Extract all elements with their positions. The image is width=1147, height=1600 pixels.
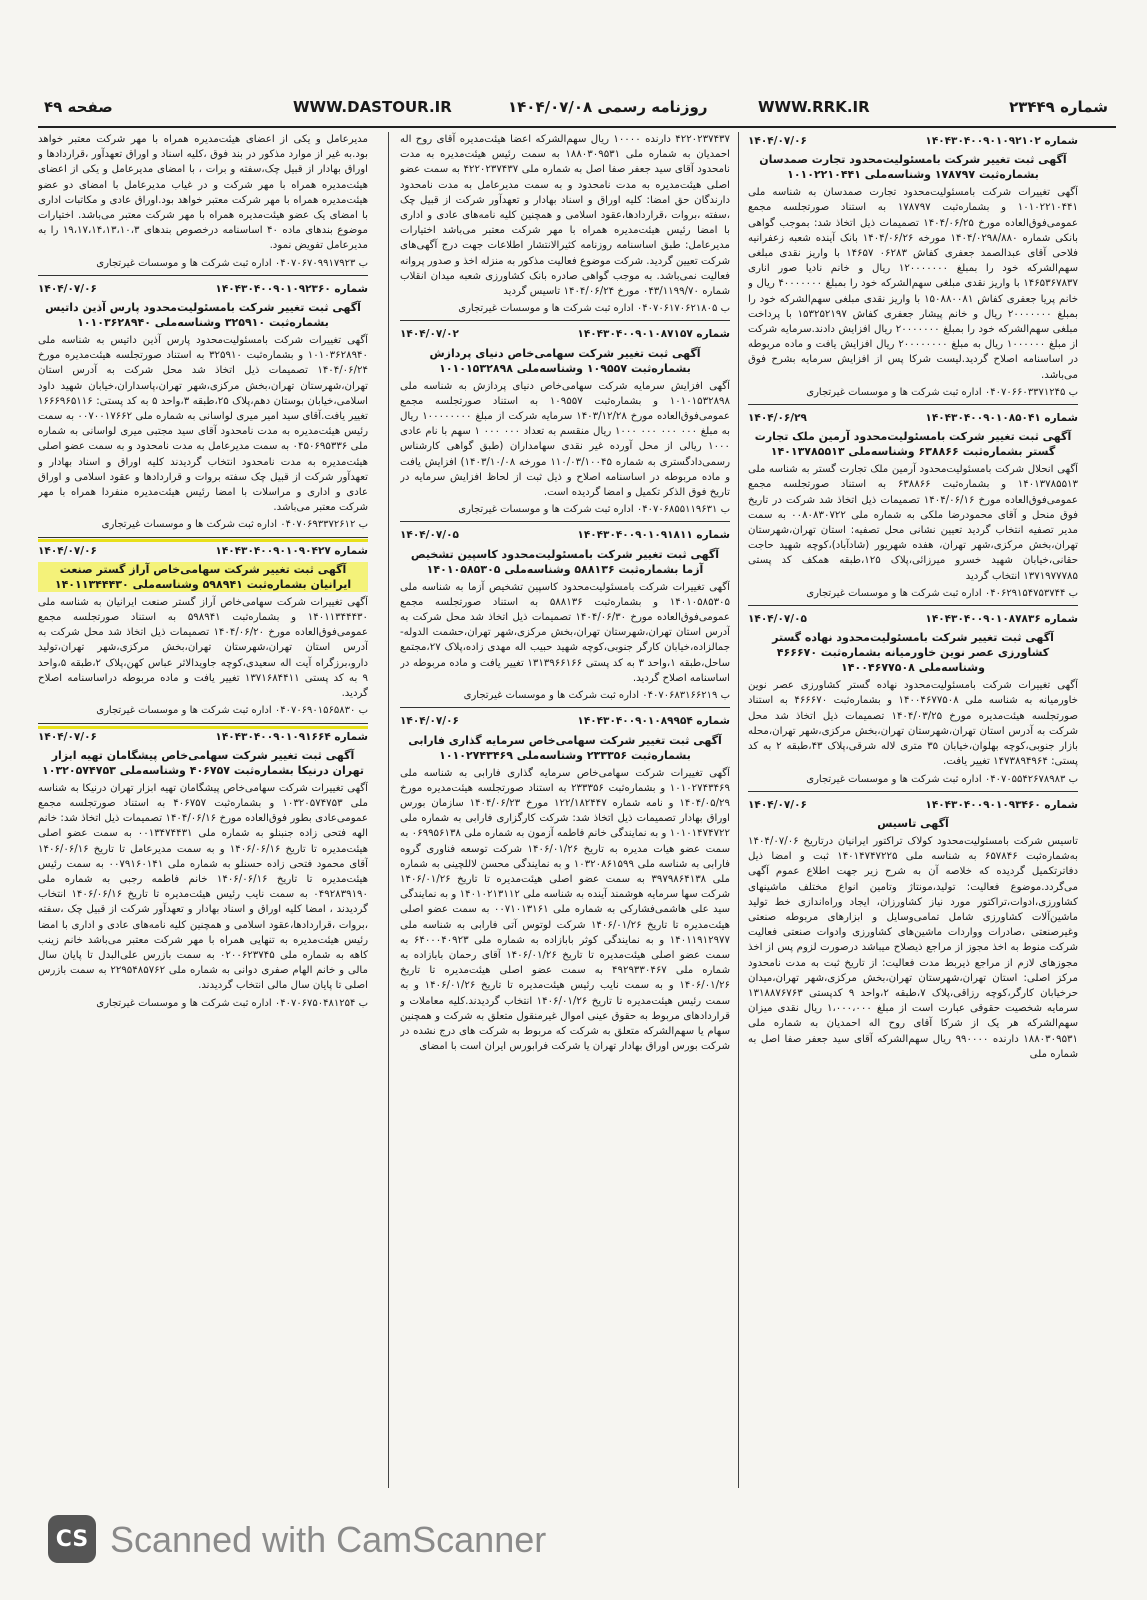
notice-body: آگهی تغییرات شرکت بامسئولیت‌محدود پارس آذین داتیس به شناسه ملی ۱۰۱۰۳۶۲۸۹۴۰ و بشماره‌ثبت ۳۲۵۹۱۰ به استناد صورتجلسه هیئت‌مدیره مورخ ۱۴۰۴/۰۶/۲۴ تصمیمات ذیل اتخاذ شد محل شرکت به آدرس استان تهران،شهرستان تهران،بخش مرکزی،شهر تهران،پاسداران،خیابان شهید داود اسلامی،خیابان بوستان دهم،پلاک ۲۵،طبقه ۳،واحد ۵ به کد پستی: ۱۶۶۶۹۶۵۱۱۶ تغییر یافت.آقای سید امیر میری لواسانی به شماره ملی ۰۰۷۰۰۱۷۶۶۲ به سمت رئیس هیئت‌مدیره به مدت نامحدود آقای سید مجتبی میری لواسانی به شماره ملی ۰۴۵۰۶۹۵۳۳۶ به سمت مدیرعامل به مدت نامحدود و به سمت عضو اصلی هیئت‌مدیره به مدت نامحدود انتخاب گردیدند کلیه اوراق و اسناد بهادار و تعهدآور شرکت از قبیل چک سفته بروات و قراردادها و عقود اسلامی و اوراق عادی و اداری و مراسلات با امضا رئیس هیئت‌مدیره منفردا همراه با مهر شرکت معتبر می‌باشد. — [38, 335, 368, 514]
notice-block — [400, 714, 730, 1058]
notice-block — [38, 730, 368, 1015]
notice-body: مدیرعامل و یکی از اعضای هیئت‌مدیره همراه با مهر شرکت معتبر خواهد بود.به غیر از موارد مذکور در بند فوق ،کلیه اسناد و اوراق تعهدآور ،قراردادها و اوراق بهادار از قبیل چک،سفته و برات ، با امضای مدیرعامل و یکی از اعضای هیئت‌مدیره همراه با مهر شرکت و در غیاب مدیرعامل با امضای دو عضو هیئت‌مدیره همراه با مهر شرکت معتبر خواهد بود.اوراق عادی و مکاتبات اداری با امضای یک عضو هیئت‌مدیره همراه با مهر شرکت معتبر می‌باشد. اختیارات موضوع بندهای ماده ۴۰ اساسنامه درخصوص بندهای ۱۹،۱۷،۱۴،۱۳،۱۰،۳ را به مدیرعامل تفویض نمود. — [38, 134, 368, 252]
notice-meta — [38, 282, 368, 297]
notice-title: آگهی ثبت تغییر شرکت بامسئولیت‌محدود نهاده گستر کشاورزی عصر نوین خاورمیانه بشماره‌ثبت ۴۶۶۶۷۰ وشناسه‌ملی ۱۴۰۰۴۶۷۷۵۰۸ — [772, 631, 1054, 675]
columns-container — [38, 132, 1116, 1488]
notice-date: ۱۴۰۴/۰۶/۲۹ — [748, 412, 807, 425]
notice-date: ۱۴۰۴/۰۷/۰۶ — [400, 715, 459, 728]
notice-title: آگهی ثبت تغییر شرکت بامسئولیت‌محدود تجارت صمدسان بشماره‌ثبت ۱۷۸۷۹۷ وشناسه‌ملی ۱۰۱۰۲۲۱۰۴۴۱ — [759, 153, 1067, 182]
page-number: صفحه ۴۹ — [44, 98, 113, 116]
notice-meta — [38, 544, 368, 559]
issue-number: شماره ۲۳۴۴۹ — [1009, 98, 1108, 116]
scanner-watermark: Scanned with CamScanner — [110, 1519, 547, 1560]
notice-signature: ب ۰۴۰۷۰۶۹۰۱۵۶۵۸۳۰ اداره ثبت شرکت ها و موسسات غیرتجاری — [96, 705, 368, 717]
notice-body: تاسیس شرکت بامسئولیت‌محدود کولاک تراکتور ایرانیان درتاریخ ۱۴۰۴/۰۷/۰۶ به‌شماره‌ثبت ۶۵۷۸۴۶ به شناسه ملی ۱۴۰۱۴۷۴۷۲۲۵ ثبت و امضا ذیل دفاترتکمیل گردیده که خلاصه آن به شرح زیر جهت اطلاع عموم آگهی می‌گردد.موضوع فعالیت: تولید،مونتاژ وتامین انواع مختلف ماشینهای کشاورزی،ادوات،تراکتور مورد نیاز کشاورزان، ایجاد وراه‌اندازی خط تولید ماشین‌آلات کشاورزی شامل تمامی‌وسایل و ابزارهای مربوطه صنعتی وغیرصنعتی ،صادرات وواردات ماشین‌های کشاورزی وادوات صنعتی فعالیت شرکت منوط به اخذ مجوز از مراجع ذیصلاح میباشد درصورت لزوم پس از اخذ مجوزهای لازم از مراجع ذیربط مدت فعالیت: از تاریخ ثبت به مدت نامحدود مرکز اصلی: استان تهران،شهرستان تهران،بخش مرکزی،شهر تهران،میدان حرخیابان کارگر،کوچه رزاقی،پلاک ۷،طبقه ۲،واحد ۹ کدپستی ۱۳۱۸۸۷۶۷۶۳ سرمایه شخصیت حقوقی عبارت است از مبلغ ۱،۰۰۰،۰۰۰ ریال نقدی میزان سهم‌الشرکه هر یک از شرکا آقای روح اله احمدیان به شماره ملی ۱۸۸۰۳۰۹۵۳۱ دارنده ۹۹۰۰۰۰ ریال سهم‌الشرکه آقای سید جعفر صفا اصل به شماره ملی — [748, 835, 1078, 1060]
notice-block — [748, 798, 1078, 1066]
notice-number: شماره ۱۴۰۴۳۰۴۰۰۹۰۱۰۹۲۳۶۰ — [215, 282, 368, 295]
site-link-rrk[interactable]: WWW.RRK.IR — [758, 98, 870, 116]
notice-body: آگهی تغییرات شرکت بامسئولیت‌محدود تجارت صمدسان به شناسه ملی ۱۰۱۰۲۲۱۰۴۴۱ و بشماره‌ثبت ۱۷۸۷۹۷ به استناد صورتجلسه مجمع عمومی‌فوق‌العاده مورخ ۱۴۰۴/۰۶/۲۵ تصمیمات ذیل اتخاذ شد: بموجب گواهی بانکی شماره ۱۴۰۴/۰۲۹۸/۸۸۰ مورخه ۱۴۰۴/۰۶/۲۶ بانک آینده شعبه زعفرانیه فلاحی آقای عبدالصمد جعفری کفاش ۰۶۲۸۳ ۱۴۶۵۷ با واریز نقدی مبلغی سهم‌الشرکه خود را بمبلغ ۱۲۰۰۰۰۰۰۰ ریال و خانم نادیا صور اناری ۱۴۶۵۳۶۷۸۳۷ با واریز نقدی مبلغی سهم‌الشرکه خود را بمبلغ ۴۰۰۰۰۰۰۰ ریال و خانم پریا جعفری کفاش ۱۵۰۸۸۰۰۸۱ با واریز نقدی مبلغی سهم‌الشرکه خود را بمبلغ ۲۰۰۰۰۰۰۰ ریال و خانم پیشار جعفری کفاش ۱۵۳۲۵۲۱۹۷ با پرداخت مبلغی سهم‌الشرکه خود را بمبلغ ۲۰۰۰۰۰۰۰ ریال افزایش دادند.سرمایه شرکت از مبلغ ۱۰۰۰۰۰۰ ریال به مبلغ ۲۰۰۰۰۰۰۰۰ ریال افزایش یافت و ماده مربوطه در اساسنامه اصلاح گردید.لیست شرکا پس از افزایش سرمایه بشرح فوق می‌باشد. — [748, 187, 1078, 381]
notice-title: آگهی ثبت تغییر شرکت بامسئولیت‌محدود پارس آذین داتیس بشماره‌ثبت ۳۲۵۹۱۰ وشناسه‌ملی ۱۰۱۰۳۶۲۸۹۴۰ — [45, 301, 361, 330]
newspaper-page — [38, 88, 1116, 1488]
notice-signature: ب ۰۴۰۷۰۶۶۰۳۳۷۱۲۴۵ اداره ثبت شرکت ها و موسسات غیرتجاری — [806, 386, 1078, 398]
notice-date: ۱۴۰۴/۰۷/۰۶ — [748, 135, 807, 147]
notice-body: آگهی انحلال شرکت بامسئولیت‌محدود آرمین ملک تجارت گستر به شناسه ملی ۱۴۰۱۳۷۸۵۵۱۳ و بشماره‌ثبت ۶۳۸۸۶۶ به استناد صورتجلسه مجمع عمومی‌فوق‌العاده مورخ ۱۴۰۴/۰۶/۱۶ تصمیمات ذیل اتخاذ شد شرکت در تاریخ فوق منحل و آقای محمودرضا ملکی به شماره ملی ۰۰۸۰۸۳۰۷۲۲ به سمت مدیر تصفیه انتخاب گردید تعیین نشانی محل تصفیه: استان تهران،شهرستان تهران،بخش مرکزی،شهر تهران، هفده شهریور (شادآباد)،کوچه شهید حاجت حقانی،خیابان شهید خسرو میرزائی،پلاک ۱۲۵،طبقه همکف کد پستی ۱۳۷۱۹۷۷۷۸۵ انتخاب گردید — [748, 464, 1078, 582]
notice-title: آگهی ثبت تغییر شرکت بامسئولیت‌محدود آرمین ملک تجارت گستر بشماره‌ثبت ۶۳۸۸۶۶ وشناسه‌ملی ۱۴۰۱۳۷۸۵۵۱۳ — [754, 430, 1072, 459]
notice-meta — [748, 411, 1078, 426]
notice-body: آگهی تغییرات شرکت سهامی‌خاص سرمایه گذاری فارابی به شناسه ملی ۱۰۱۰۲۷۴۳۴۶۹ و بشماره‌ثبت ۲۳۳۳۵۶ به استناد صورتجلسه هیئت‌مدیره مورخ ۱۴۰۴/۰۵/۲۹ و نامه شماره ۱۲۲/۱۸۲۴۴۷ مورخ ۱۴۰۴/۰۶/۲۳ سازمان بورس اوراق بهادار تصمیمات ذیل اتخاذ شد: شرکت کارگزاری فارابی به شماره ملی ۱۰۱۰۱۴۷۴۷۲۲ و به نمایندگی خانم فاطمه آزمون به شماره ملی ۰۶۹۹۵۶۱۳۸ به سمت عضو هیات مدیره به تاریخ ۱۴۰۶/۰۱/۲۶ شرکت توسعه فناوری گروه فارابی به شناسه ملی ۱۰۳۲۰۸۶۱۵۹۹ و به نمایندگی محسن لاللچینی به شماره ملی ۳۹۷۹۸۶۴۱۳۸ به سمت عضو اصلی هیئت‌مدیره تا تاریخ ۱۴۰۶/۰۱/۲۶ شرکت سها سرمایه هوشمند آینده به شناسه ملی ۱۴۰۱۰۲۱۳۱۱۲ و به نمایندگی سید علی هاشمی‌فشارکی به شماره ملی ۰۰۷۱۰۱۳۱۶۱ به سمت عضو اصلی هیئت‌مدیره تا تاریخ ۱۴۰۶/۰۱/۲۶ شرکت لوتوس آتی فارابی به شناسه ملی ۱۴۰۱۱۹۱۲۹۷۷ و به نمایندگی کوثر بابازاده به شماره ملی ۶۴۰۰۰۴۰۹۲۳ به سمت عضو اصلی هیئت‌مدیره تا تاریخ ۱۴۰۶/۰۱/۲۶ آقای رحمان بابازاده به شماره ملی ۴۹۲۹۳۳۰۴۶۷ به سمت عضو اصلی هیئت‌مدیره تا تاریخ ۱۴۰۶/۰۱/۲۶ و به سمت نایب رئیس هیئت‌مدیره تا تاریخ ۱۴۰۶/۰۱/۲۶ و به سمت رئیس هیئت‌مدیره تا تاریخ ۱۴۰۶/۰۱/۲۶ انتخاب گردیدند.کلیه معاملات و قراردادهای مربوط به حقوق عینی اموال غیرمنقول متعلق به شرکت و همچنین سهام یا سهم‌الشرکه متعلق به شرکت که مربوط به شرکت های درج نشده در شرکت بورس اوراق بهادار تهران یا شرکت فرابورس ایران است با امضای — [400, 767, 730, 1053]
notice-block — [748, 411, 1078, 606]
notice-number: شماره ۱۴۰۴۳۰۴۰۰۹۰۱۰۹۲۱۰۲ — [925, 135, 1078, 147]
notice-body: آگهی تغییرات شرکت بامسئولیت‌محدود نهاده گستر کشاورزی عصر نوین خاورمیانه به شناسه ملی ۱۴۰۰۴۶۷۷۵۰۸ و بشماره‌ثبت ۴۶۶۶۷۰ به استناد صورتجلسه هیئت‌مدیره مورخ ۱۴۰۴/۰۳/۲۵ تصمیمات ذیل اتخاذ شد محل شرکت به آدرس استان تهران،شهرستان تهران،بخش مرکزی،شهر تهران،محله بازار جنوبی،کوچه بهلوان،خیابان ۳۵ متری لاله شرقی،پلاک ۴۳،طبقه ۲ به کد پستی: ۱۴۷۳۸۹۴۹۶۴ تغییر یافت. — [748, 680, 1078, 768]
notice-block — [748, 134, 1078, 405]
notice-number: شماره ۱۴۰۴۳۰۴۰۰۹۰۱۰۸۹۹۵۴ — [577, 715, 730, 728]
notice-block — [400, 132, 730, 321]
column-divider — [738, 132, 739, 1488]
notice-block — [400, 327, 730, 522]
page-header — [38, 88, 1116, 126]
notice-number: شماره ۱۴۰۴۳۰۴۰۰۹۰۱۰۸۷۸۳۶ — [925, 613, 1078, 626]
notice-signature: ب ۰۴۰۷۰۵۵۴۲۶۷۸۹۸۳ اداره ثبت شرکت ها و موسسات غیرتجاری — [806, 773, 1078, 785]
notice-meta — [400, 327, 730, 342]
notice-date: ۱۴۰۴/۰۷/۰۶ — [38, 730, 97, 743]
notice-title: آگهی ثبت تغییر شرکت بامسئولیت‌محدود کاسپین تشخیص آزما بشماره‌ثبت ۵۸۸۱۳۶ وشناسه‌ملی ۱۴۰۱۰۵۸۵۳۰۵ — [410, 547, 720, 576]
notice-number: شماره ۱۴۰۴۳۰۴۰۰۹۰۱۰۹۱۶۶۴ — [215, 730, 368, 743]
header-divider — [38, 126, 1116, 128]
notice-date: ۱۴۰۴/۰۷/۰۶ — [38, 282, 97, 295]
middle-column — [400, 132, 730, 1488]
notice-signature: ب ۰۴۰۷۰۶۱۷۰۶۲۱۸۰۵ اداره ثبت شرکت ها و موسسات غیرتجاری — [458, 303, 730, 315]
notice-number: شماره ۱۴۰۴۳۰۴۰۰۹۰۱۰۹۱۸۱۱ — [577, 529, 730, 542]
scanner-footer — [0, 1505, 1147, 1575]
right-column — [748, 132, 1078, 1488]
notice-signature: ب ۰۴۰۶۲۹۱۵۴۷۵۳۷۴۴ اداره ثبت شرکت ها و موسسات غیرتجاری — [806, 587, 1078, 599]
column-divider — [388, 132, 389, 1488]
notice-meta — [400, 714, 730, 729]
notice-signature: ب ۰۴۰۷۰۶۸۳۱۶۶۲۱۹ اداره ثبت شرکت ها و موسسات غیرتجاری — [463, 690, 730, 702]
notice-date: ۱۴۰۴/۰۷/۰۶ — [38, 544, 97, 557]
notice-signature: ب ۰۴۰۷۰۶۹۳۳۷۲۶۱۲ اداره ثبت شرکت ها و موسسات غیرتجاری — [101, 519, 368, 531]
notice-block — [748, 612, 1078, 792]
notice-number: شماره ۱۴۰۴۳۰۴۰۰۹۰۱۰۸۵۰۴۱ — [925, 412, 1078, 425]
notice-block — [38, 282, 368, 538]
notice-meta — [748, 612, 1078, 627]
notice-body: ۴۲۲۰۲۳۷۴۳۷ دارنده ۱۰۰۰۰ ریال سهم‌الشرکه اعضا هیئت‌مدیره آقای روح اله احمدیان به شماره ملی ۱۸۸۰۳۰۹۵۳۱ به سمت رئیس هیئت‌مدیره به مدت نامحدود آقای سید جعفر صفا اصل به شماره ملی ۴۲۲۰۲۳۷۴۳۷ به سمت عضو اصلی هیئت‌مدیره به مدت نامحدود و به سمت مدیرعامل به مدت نامحدود دارندگان حق امضا: کلیه اوراق و اسناد بهادار و تعهدآور شرکت از قبیل چک ،سفته ،بروات ،قراردادها،عقود اسلامی و همچنین کلیه نامه‌های عادی و اداری با امضا رئیس هیئت‌مدیره همراه با مهر شرکت معتبر می‌باشد اختیارات مدیرعامل: طبق اساسنامه روزنامه کثیرالانتشار اطلاعات جهت درج آگهی‌های شرکت تعیین گردید. شرکت موضوع فعالیت مذکور به منزله اخذ و صدور پروانه فعالیت نمی‌باشد. به موجب گواهی صادره بانک کشاورزی شعبه میدان انقلاب شماره ۰۴۳/۱۱۹۹/۷۰ مورخ ۱۴۰۴/۰۶/۲۴ تاسیس گردید — [400, 134, 730, 298]
notice-date: ۱۴۰۴/۰۷/۰۲ — [400, 328, 459, 341]
notice-number: شماره ۱۴۰۴۳۰۴۰۰۹۰۱۰۹۰۴۲۷ — [215, 544, 368, 557]
notice-body: آگهی تغییرات شرکت سهامی‌خاص پیشگامان تهیه ابزار تهران درنیکا به شناسه ملی ۱۰۳۲۰۵۷۴۷۵۳ و بشماره‌ثبت ۴۰۶۷۵۷ به استناد صورتجلسه مجمع عمومی‌عادی بطور فوق‌العاده مورخ ۱۴۰۴/۰۶/۱۶ تصمیمات ذیل اتخاذ شد: خانم الهه فتحی زاده جنبنلو به شماره ملی ۰۰۱۳۴۷۴۴۳۱ به سمت عضو اصلی هیئت‌مدیره تا تاریخ ۱۴۰۶/۰۶/۱۶ و به سمت مدیرعامل تا تاریخ ۱۴۰۶/۰۶/۱۶ آقای محمود فتحی زاده حسنلو به شماره ملی ۰۰۷۹۱۶۰۱۴۱ به سمت رئیس هیئت‌مدیره تا تاریخ ۱۴۰۶/۰۶/۱۶ خانم فاطمه رجبی به شماره ملی ۰۴۹۲۸۳۹۱۹۰ به سمت نایب رئیس هیئت‌مدیره تا تاریخ ۱۴۰۶/۰۶/۱۶ انتخاب گردیدند ، امضا کلیه اوراق و اسناد بهادار و تعهدآور شرکت از قبیل چک ،سفته ،بروات ،قراردادها،عقود اسلامی و همچنین کلیه نامه‌های عادی و اداری با امضا رئیس هیئت‌مدیره به تنهایی همراه با مهر شرکت معتبر می‌باشد خانم زینب کاهه به شماره ملی ۰۲۰۰۶۲۳۷۴۵ به سمت بازرس علی‌البدل تا پایان سال مالی و خانم الهام صفری دوانی به شماره ملی ۲۲۹۵۴۸۵۷۶۲ به سمت بازرس اصلی تا پایان سال مالی انتخاب گردیدند. — [38, 782, 368, 992]
notice-title: آگهی ثبت تغییر شرکت سهامی‌خاص آراز گستر صنعت ایرانیان بشماره‌ثبت ۵۹۸۹۴۱ وشناسه‌ملی ۱۴۰۱۱۳۴۴۴۳۰ — [38, 562, 368, 592]
notice-meta — [748, 798, 1078, 813]
notice-meta — [748, 134, 1078, 149]
notice-block — [38, 132, 368, 276]
notice-number: شماره ۱۴۰۴۳۰۴۰۰۹۰۱۰۸۷۱۵۷ — [577, 328, 730, 341]
notice-date: ۱۴۰۴/۰۷/۰۵ — [748, 613, 807, 626]
left-column — [38, 132, 368, 1488]
notice-signature: ب ۰۴۰۷۰۶۸۵۵۱۱۹۶۳۱ اداره ثبت شرکت ها و موسسات غیرتجاری — [458, 504, 730, 516]
notice-body: آگهی افزایش سرمایه شرکت سهامی‌خاص دنیای پردازش به شناسه ملی ۱۰۱۰۱۵۳۲۸۹۸ و بشماره‌ثبت ۱۰۹۵۵۷ به استناد صورتجلسه مجمع عمومی‌فوق‌العاده مورخ ۱۴۰۳/۱۲/۲۸ سرمایه شرکت از مبلغ ۱۰۰۰۰۰۰۰۰ ریال به مبلغ ۰۰۰ ۰۰۰ ۰۰۰ ۱۰۰۰ ریال منقسم به تعداد ۰۰۰ ۰۰۰ ۱ سهم با نام عادی ۱۰۰۰ ریالی از محل آورده غیر نقدی سهامداران (طبق گواهی کارشناس رسمی‌دادگستری به شماره ۱۱۰/۰۳/۱۰۰۴۵ مورخه ۱۴۰۳/۱۰/۰۸) افزایش یافت و ماده مربوطه در اساسنامه اصلاح و ذیل ثبت از لحاظ افزایش سرمایه در تاریخ فوق الذکر تکمیل و امضا گردیده است. — [400, 380, 730, 499]
notice-block — [400, 528, 730, 708]
notice-date: ۱۴۰۴/۰۷/۰۵ — [400, 529, 459, 542]
notice-signature: ب ۰۴۰۷۰۶۷۵۰۴۸۱۲۵۴ اداره ثبت شرکت ها و موسسات غیرتجاری — [96, 997, 368, 1009]
notice-body: آگهی تغییرات شرکت بامسئولیت‌محدود کاسپین تشخیص آزما به شناسه ملی ۱۴۰۱۰۵۸۵۳۰۵ و بشماره‌ثبت ۵۸۸۱۳۶ به استناد صورتجلسه مجمع عمومی‌فوق‌العاده مورخ ۱۴۰۴/۰۶/۳۰ تصمیمات ذیل اتخاذ شد محل شرکت به آدرس استان تهران،شهرستان تهران،بخش مرکزی،شهر تهران،حشمت الدوله- جمالزاده،خیابان کارگر جنوبی،کوچه شهید حبیب اله مهدی زاده،پلاک ۲۷،مجتمع ساحل،طبقه ۱،واحد ۳ به کد پستی ۱۳۱۳۹۶۶۱۶۶ تغییر یافت و ماده مربوطه در اساسنامه اصلاح گردید. — [400, 581, 730, 684]
paper-title: روزنامه رسمی ۱۴۰۴/۰۷/۰۸ — [508, 98, 708, 116]
notice-signature: ب ۰۴۰۷۰۶۷۰۹۹۱۷۹۲۳ اداره ثبت شرکت ها و موسسات غیرتجاری — [96, 257, 368, 269]
notice-title: آگهی تاسیس — [877, 816, 949, 830]
notice-date: ۱۴۰۴/۰۷/۰۶ — [748, 798, 807, 811]
notice-title: آگهی ثبت تغییر شرکت سهامی‌خاص دنیای پردازش بشماره‌ثبت ۱۰۹۵۵۷ وشناسه‌ملی ۱۰۱۰۱۵۳۲۸۹۸ — [429, 346, 701, 375]
notice-block — [38, 544, 368, 724]
notice-title: آگهی ثبت تغییر شرکت سهامی‌خاص پیشگامان تهیه ابزار تهران درنیکا بشماره‌ثبت ۴۰۶۷۵۷ وشناسه‌ملی ۱۰۳۲۰۵۷۴۷۵۳ — [42, 748, 364, 777]
notice-number: شماره ۱۴۰۴۳۰۴۰۰۹۰۱۰۹۳۴۶۰ — [925, 798, 1078, 811]
notice-body: آگهی تغییرات شرکت سهامی‌خاص آراز گستر صنعت ایرانیان به شناسه ملی ۱۴۰۱۱۳۴۴۴۳۰ و بشماره‌ثبت ۵۹۸۹۴۱ به استناد صورتجلسه مجمع عمومی‌فوق‌العاده مورخ ۱۴۰۴/۰۶/۲۰ تصمیمات ذیل اتخاذ شد محل شرکت به آدرس استان تهران،شهرستان تهران،بخش مرکزی،شهر تهران،تولید دارو،برزگراه آیت اله سعیدی،کوچه جاویدالاثر عباس کهن،پلاک ۲،طبقه ۵،واحد ۹ به کد پستی ۱۳۷۱۶۸۴۴۱۱ تغییر یافت و ماده مربوطه دراساسنامه اصلاح گردید. — [38, 596, 368, 700]
site-link-dastour[interactable]: WWW.DASTOUR.IR — [293, 98, 452, 116]
notice-meta — [38, 730, 368, 745]
camscanner-logo-icon: CS — [48, 1515, 96, 1563]
notice-title: آگهی ثبت تغییر شرکت سهامی‌خاص سرمایه گذاری فارابی بشماره‌ثبت ۲۳۳۳۵۶ وشناسه‌ملی ۱۰۱۰۲۷۴۳۴۶۹ — [408, 733, 722, 762]
notice-meta — [400, 528, 730, 543]
